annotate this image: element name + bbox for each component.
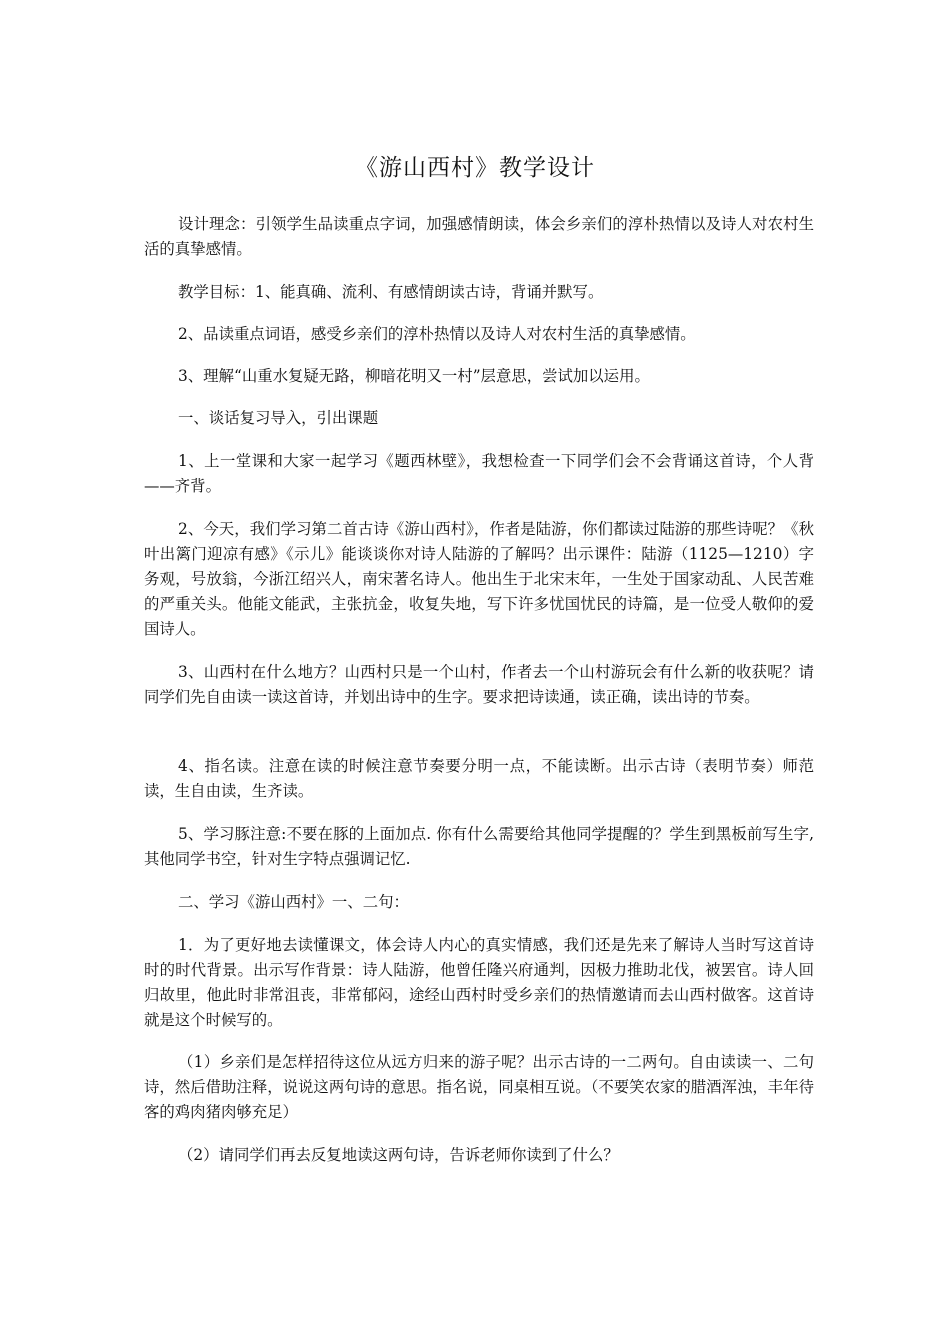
paragraph-step-2: 2、今天，我们学习第二首古诗《游山西村》，作者是陆游，你们都读过陆游的那些诗呢？《秋叶出篱门迎凉有感》《示儿》能谈谈你对诗人陆游的了解吗？出示课件：陆游（1125—1210）字务观，号放翁，今浙江绍兴人，南宋著名诗人。他出生于北宋末年，一生处于国家动乱、人民苦难的严重关头。他能文能武，主张抗金，收复失地，写下许多忧国忧民的诗篇，是一位受人敬仰的爱国诗人。 — [144, 520, 814, 638]
document-title: 《游山西村》教学设计 — [355, 155, 595, 181]
paragraph-step-1: 1、上一堂课和大家一起学习《题西林壁》，我想检查一下同学们会不会背诵这首诗，个人背——齐背。 — [144, 452, 814, 495]
paragraph-objective-2: 2、品读重点词语，感受乡亲们的淳朴热情以及诗人对农村生活的真挚感情。 — [178, 325, 696, 343]
paragraph-step-3: 3、山西村在什么地方？山西村只是一个山村，作者去一个山村游玩会有什么新的收获呢？请同学们先自由读一读这首诗，并划出诗中的生字。要求把诗读通，读正确，读出诗的节奏。 — [144, 663, 814, 706]
paragraph-objective-3: 3、理解“山重水复疑无路，柳暗花明又一村”层意思，尝试加以运用。 — [178, 367, 650, 385]
paragraph-part2-step-1: 1．为了更好地去读懂课文，体会诗人内心的真实情感，我们还是先来了解诗人当时写这首诗时的时代背景。出示写作背景：诗人陆游，他曾任隆兴府通判，因极力推助北伐，被罢官。诗人回归故里，他此时非常沮丧，非常郁闷，途经山西村时受乡亲们的热情邀请而去山西村做客。这首诗就是这个时候写的。 — [144, 936, 814, 1029]
paragraph-step-4: 4、指名读。注意在读的时候注意节奏要分明一点，不能读断。出示古诗（表明节奏）师范读，生自由读，生齐读。 — [144, 757, 814, 800]
section-heading-2: 二、学习《游山西村》一、二句： — [178, 893, 409, 911]
paragraph-design-concept: 设计理念：引领学生品读重点字词，加强感情朗读，体会乡亲们的淳朴热情以及诗人对农村生活的真挚感情。 — [144, 215, 814, 258]
section-heading-1: 一、谈话复习导入，引出课题 — [178, 409, 379, 427]
paragraph-objective-1: 教学目标：1、能真确、流利、有感情朗读古诗，背诵并默写。 — [178, 283, 604, 301]
paragraph-part2-sub-1: （1）乡亲们是怎样招待这位从远方归来的游子呢？出示古诗的一二两句。自由读读一、二句诗，然后借助注释，说说这两句诗的意思。指名说，同桌相互说。（不要笑农家的腊酒浑浊，丰年待客的鸡肉猪肉够充足） — [144, 1053, 814, 1121]
paragraph-part2-sub-2: （2）请同学们再去反复地读这两句诗，告诉老师你读到了什么？ — [178, 1146, 619, 1164]
paragraph-step-5: 5、学习豚注意:不要在豚的上面加点. 你有什么需要给其他同学提醒的？学生到黑板前写生字,其他同学书空，针对生字特点强调记忆. — [144, 825, 814, 868]
